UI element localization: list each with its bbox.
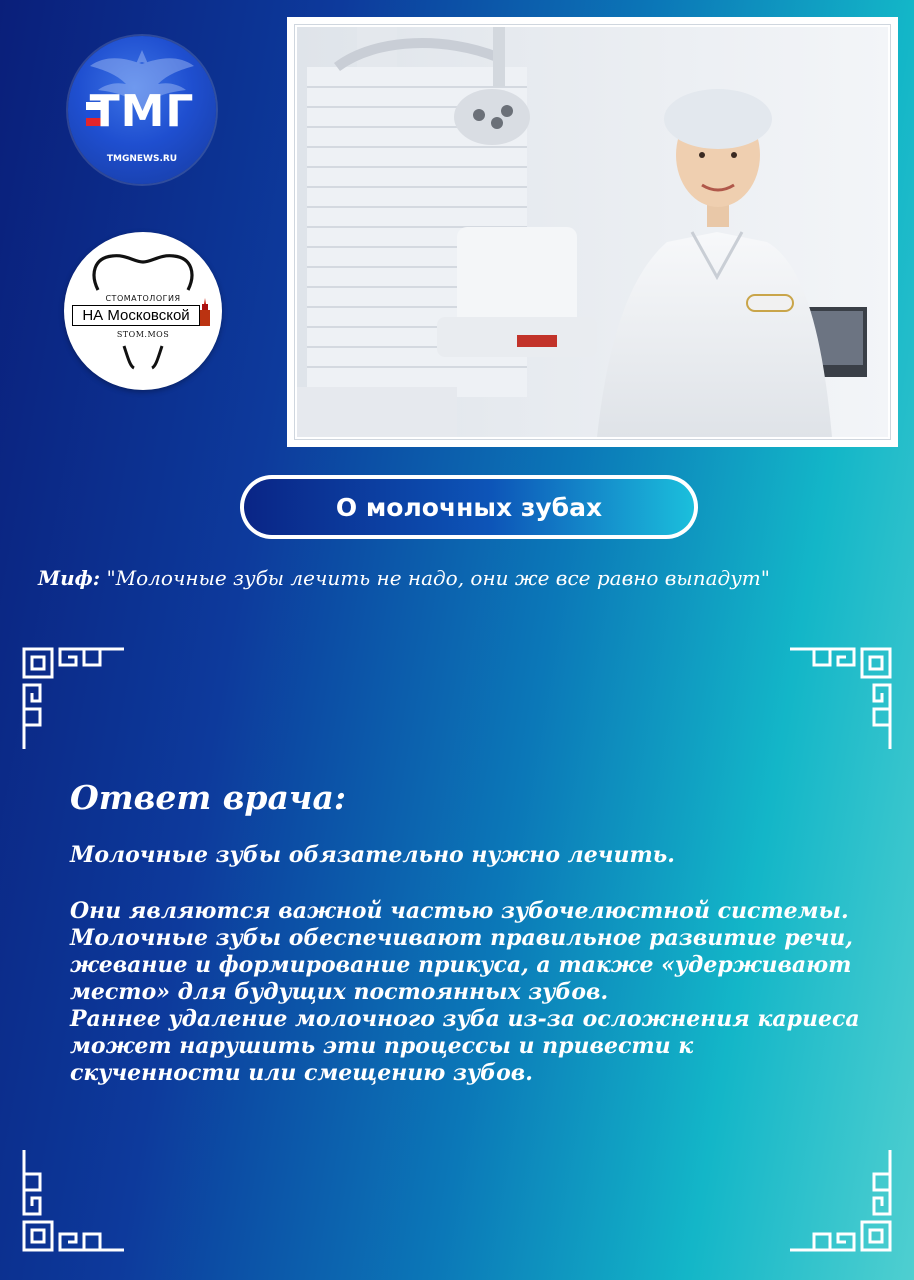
- doctor-photo: [295, 25, 890, 439]
- tmg-logo-url: TMGNEWS.RU: [106, 154, 178, 164]
- answer-body: [70, 898, 860, 1087]
- answer-paragraph: Они являются важной частью зубочелюстной системы. Молочные зубы обеспечивают правильное развитие речи, жевание и формирование прикуса, а также «удерживают место» для будущих постоянных зубов.: [70, 898, 853, 1005]
- corner-ornament-icon: [20, 1150, 124, 1254]
- answer-lead: Молочные зубы обязательно нужно лечить.: [70, 842, 675, 868]
- dental-office-photo-illustration: [297, 27, 888, 437]
- kremlin-tower-icon: [198, 298, 212, 326]
- corner-ornament-icon: [790, 645, 894, 749]
- corner-ornament-icon: [20, 645, 124, 749]
- answer-heading: Ответ врача:: [70, 778, 347, 817]
- myth-statement: [38, 566, 898, 590]
- tmg-logo: [68, 36, 216, 184]
- myth-label: Миф:: [38, 566, 101, 590]
- doctor-photo-frame: [287, 17, 898, 447]
- tmg-logo-text: ТМГ: [89, 86, 195, 137]
- answer-paragraph: Раннее удаление молочного зуба из-за осложнения кариеса может нарушить эти процессы и привести к скученности или смещению зубов.: [70, 1006, 860, 1086]
- title-pill: [240, 475, 698, 539]
- clinic-logo-line3: STOM.MOS: [116, 330, 170, 339]
- clinic-logo-line1: СТОМАТОЛОГИЯ: [105, 294, 181, 303]
- myth-text: "Молочные зубы лечить не надо, они же все равно выпадут": [100, 566, 770, 590]
- corner-ornament-icon: [790, 1150, 894, 1254]
- clinic-logo-line2: НА Московской: [72, 305, 200, 326]
- page-title: О молочных зубах: [244, 479, 694, 535]
- clinic-logo: [64, 232, 222, 390]
